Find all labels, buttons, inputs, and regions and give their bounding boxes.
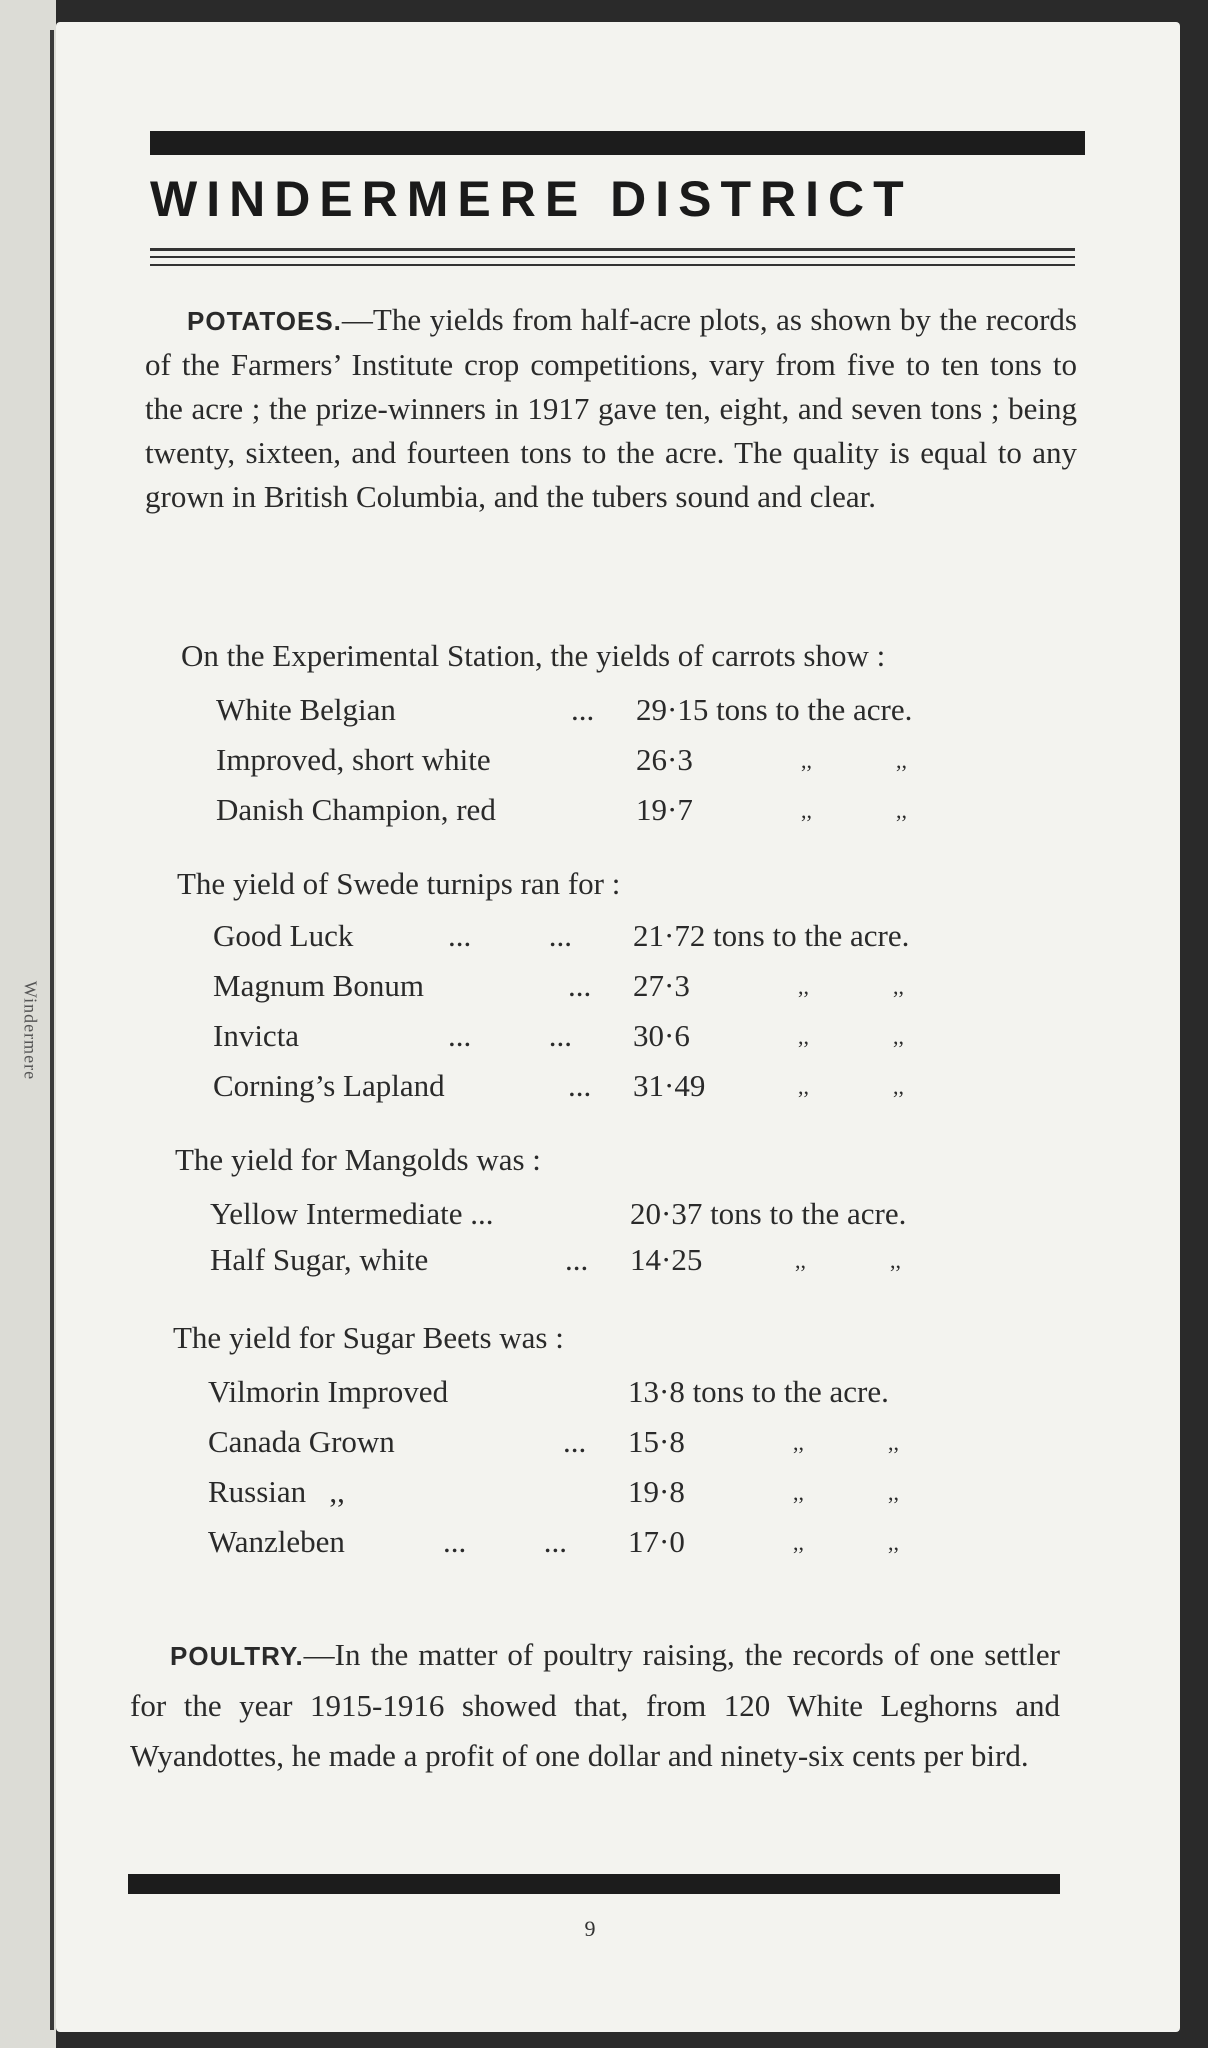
swede-row: [213, 918, 1013, 964]
ditto-mark: ,,: [801, 798, 812, 823]
leader-dots: ... ...: [448, 1018, 572, 1053]
yield-value: 15·8: [628, 1424, 685, 1459]
item-name: Danish Champion, red: [216, 792, 496, 827]
ditto-mark: ,,: [888, 1480, 899, 1505]
title-rule-2: [150, 256, 1075, 258]
yield-value: 21·72 tons to the acre.: [633, 918, 910, 953]
carrots-row: [216, 792, 1016, 838]
leader-dots: ...: [568, 968, 592, 1003]
poultry-heading: POULTRY.: [170, 1641, 304, 1671]
ditto-mark: ,,: [798, 1024, 809, 1049]
ditto-mark: ,,: [893, 1024, 904, 1049]
item-name: Russian ,,: [208, 1474, 345, 1509]
item-name: Invicta: [213, 1018, 300, 1053]
top-heavy-rule: [150, 131, 1085, 155]
ditto-mark: ,,: [896, 798, 907, 823]
beets-row: [208, 1524, 1008, 1570]
ditto-mark: ,,: [888, 1530, 899, 1555]
yield-value: 19·8: [628, 1474, 685, 1509]
poultry-paragraph: [130, 1630, 1060, 1781]
item-name: Wanzleben: [208, 1524, 345, 1559]
bottom-heavy-rule: [128, 1874, 1060, 1894]
yield-value: 29·15 tons to the acre.: [636, 692, 913, 727]
ditto-mark: ,,: [896, 748, 907, 773]
yield-value: 31·49: [633, 1068, 706, 1103]
ditto-mark: ,,: [888, 1430, 899, 1455]
leader-dots: ...: [571, 692, 595, 727]
carrots-row: [216, 742, 1016, 788]
beets-row: [208, 1424, 1008, 1470]
ditto-mark: ,,: [793, 1530, 804, 1555]
yield-value: 13·8 tons to the acre.: [628, 1374, 889, 1409]
mangolds-row: [210, 1242, 1010, 1288]
beets-intro: The yield for Sugar Beets was :: [173, 1320, 564, 1355]
carrots-intro: On the Experimental Station, the yields of carrots show :: [181, 638, 886, 673]
leader-dots: ... ...: [448, 918, 572, 953]
potatoes-text: —The yields from half-acre plots, as shown by the records of the Farmers’ Institute crop competitions, vary from five to ten tons to the acre ; the prize-winners in 1917 gave ten, eight, and seven tons ; being twenty, sixteen, and fourteen tons to the acre. The quality is equal to any grown in British Columbia, and the tubers sound and clear.: [145, 302, 1077, 514]
item-name: Vilmorin Improved: [208, 1374, 449, 1409]
swede-intro: The yield of Swede turnips ran for :: [177, 866, 621, 901]
book-spine-strip: [0, 0, 56, 2048]
item-name: Canada Grown: [208, 1424, 395, 1459]
beets-row: [208, 1474, 1008, 1520]
item-name: Good Luck: [213, 918, 354, 953]
swede-row: [213, 1018, 1013, 1064]
swede-row: [213, 968, 1013, 1014]
poultry-text: —In the matter of poultry raising, the records of one settler for the year 1915-1916 showed that, from 120 White Leghorns and Wyandottes, he made a profit of one dollar and ninety-six cents per bird.: [130, 1637, 1060, 1773]
mangolds-row: [210, 1196, 1010, 1242]
ditto-mark: ,,: [793, 1430, 804, 1455]
yield-value: 30·6: [633, 1018, 690, 1053]
title-rule-3: [150, 264, 1075, 266]
yield-value: 17·0: [628, 1524, 685, 1559]
ditto-mark: ,,: [795, 1248, 806, 1273]
item-name: Yellow Intermediate ...: [210, 1196, 494, 1231]
page-number: 9: [584, 1916, 596, 1941]
ditto-mark: ,,: [798, 974, 809, 999]
yield-value: 20·37 tons to the acre.: [630, 1196, 907, 1231]
yield-value: 19·7: [636, 792, 693, 827]
yield-value: 14·25: [630, 1242, 703, 1277]
title-rule-1: [150, 248, 1075, 251]
leader-dots: ...: [568, 1068, 592, 1103]
leader-dots: ...: [565, 1242, 589, 1277]
beets-row: [208, 1374, 1008, 1420]
leader-dots: ... ...: [443, 1524, 567, 1559]
swede-row: [213, 1068, 1013, 1114]
item-name: Half Sugar, white: [210, 1242, 429, 1277]
page-edge: [50, 30, 54, 2030]
yield-value: 26·3: [636, 742, 693, 777]
item-name: White Belgian: [216, 692, 396, 727]
item-name: Improved, short white: [216, 742, 491, 777]
ditto-mark: ,,: [893, 974, 904, 999]
potatoes-heading: POTATOES.: [187, 306, 342, 336]
yield-value: 27·3: [633, 968, 690, 1003]
item-name: Corning’s Lapland: [213, 1068, 445, 1103]
ditto-mark: ,,: [893, 1074, 904, 1099]
page-title: WINDERMERE DISTRICT: [150, 171, 913, 227]
ditto-mark: ,,: [890, 1248, 901, 1273]
ditto-mark: ,,: [801, 748, 812, 773]
potatoes-paragraph: [145, 298, 1077, 519]
spine-text: Windermere: [20, 980, 41, 1081]
ditto-mark: ,,: [793, 1480, 804, 1505]
item-name: Magnum Bonum: [213, 968, 424, 1003]
leader-dots: ...: [563, 1424, 587, 1459]
mangolds-intro: The yield for Mangolds was :: [175, 1142, 541, 1177]
carrots-row: [216, 692, 1016, 738]
ditto-mark: ,,: [798, 1074, 809, 1099]
